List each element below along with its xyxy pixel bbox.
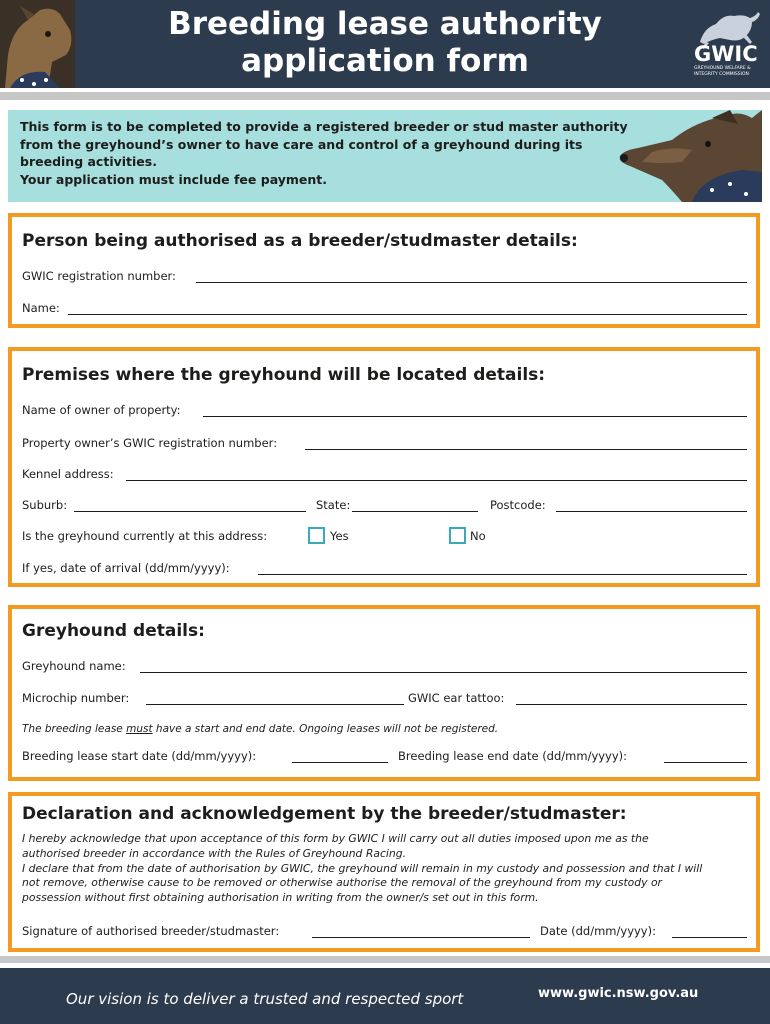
no-label: No: [470, 529, 486, 543]
gwic-registration-field[interactable]: [196, 282, 747, 283]
form-title: [130, 6, 640, 80]
footer-stripe: [0, 956, 770, 963]
section-title: Premises where the greyhound will be located details:: [22, 365, 546, 385]
intro-panel: [8, 110, 762, 202]
declaration-line: authorised breeder in accordance with the Rules of Greyhound Racing.: [22, 846, 407, 860]
field-label: Breeding lease start date (dd/mm/yyyy):: [22, 749, 257, 763]
no-checkbox[interactable]: [449, 527, 466, 544]
owner-gwic-row: [22, 436, 747, 454]
lease-start-date-field[interactable]: [292, 762, 388, 763]
section-title: Declaration and acknowledgement by the breeder/studmaster:: [22, 804, 627, 824]
field-label: Postcode:: [490, 498, 546, 512]
declaration-line: possession without first obtaining authorisation in writing from the owner/s set out in this form.: [22, 891, 539, 905]
owner-gwic-registration-field[interactable]: [305, 449, 747, 450]
intro-line-3: breeding activities.: [20, 154, 157, 169]
declaration-line: not remove, otherwise cause to be removed or otherwise authorise the removal of the greyhound from my custody or: [22, 876, 662, 890]
field-label: Suburb:: [22, 498, 68, 512]
field-label: Date (dd/mm/yyyy):: [540, 924, 656, 938]
suburb-state-postcode-row: [22, 498, 747, 516]
breeder-details-section: [8, 213, 760, 328]
title-line-2: application form: [241, 43, 529, 79]
declaration-line: I hereby acknowledge that upon acceptance of this form by GWIC I will carry out all duties imposed upon me as the: [22, 832, 649, 845]
field-label: Breeding lease end date (dd/mm/yyyy):: [398, 749, 628, 763]
current-address-row: [22, 529, 747, 547]
yes-label: Yes: [330, 529, 349, 543]
field-label: If yes, date of arrival (dd/mm/yyyy):: [22, 561, 230, 575]
signature-date-field[interactable]: [672, 937, 747, 938]
greyhound-name-row: [22, 659, 747, 677]
postcode-field[interactable]: [556, 511, 747, 512]
field-label: GWIC registration number:: [22, 269, 176, 283]
field-label: Greyhound name:: [22, 659, 126, 673]
microchip-tattoo-row: [22, 691, 747, 709]
arrival-date-row: [22, 561, 747, 579]
kennel-address-row: [22, 467, 747, 485]
logo-text: GWIC: [694, 42, 758, 66]
name-row: [22, 301, 747, 319]
field-label: Kennel address:: [22, 467, 114, 481]
note-text: The breeding lease: [22, 723, 127, 735]
intro-line-1: This form is to be completed to provide a registered breeder or stud master authority: [20, 119, 628, 134]
vision-statement: Our vision is to deliver a trusted and respected sport: [66, 990, 464, 1008]
field-label: GWIC ear tattoo:: [408, 691, 505, 705]
declaration-section: [8, 792, 760, 952]
logo-subtitle: GREYHOUND WELFARE & INTEGRITY COMMISSION: [694, 66, 751, 77]
section-title: Greyhound details:: [22, 621, 205, 641]
field-label: State:: [316, 498, 351, 512]
lease-end-date-field[interactable]: [664, 762, 747, 763]
greyhound-photo-icon: [0, 0, 75, 88]
lease-dates-row: [22, 749, 747, 767]
field-label: Is the greyhound currently at this address:: [22, 529, 268, 543]
field-label: Microchip number:: [22, 691, 130, 705]
footer-banner: [0, 968, 770, 1024]
intro-line-2: from the greyhound’s owner to have care and control of a greyhound during its: [20, 136, 583, 152]
field-label: Signature of authorised breeder/studmaster:: [22, 924, 280, 938]
field-label: Property owner’s GWIC registration number:: [22, 436, 278, 450]
breeder-name-field[interactable]: [68, 314, 747, 315]
signature-row: [22, 924, 747, 942]
section-title: Person being authorised as a breeder/studmaster details:: [22, 231, 578, 251]
website-link[interactable]: www.gwic.nsw.gov.au: [538, 986, 699, 1001]
kennel-address-field[interactable]: [126, 480, 747, 481]
owner-name-row: [22, 403, 747, 421]
greyhound-head-photo-icon: [612, 110, 762, 202]
ear-tattoo-field[interactable]: [516, 704, 747, 705]
gwic-registration-row: [22, 269, 747, 287]
arrival-date-field[interactable]: [258, 574, 747, 575]
declaration-line: I declare that from the date of authorisation by GWIC, the greyhound will remain in my custody and possession and that I will: [22, 861, 703, 875]
greyhound-details-section: [8, 605, 760, 781]
header-banner: [0, 0, 770, 88]
premises-details-section: [8, 347, 760, 587]
yes-checkbox[interactable]: [308, 527, 325, 544]
intro-line-4: Your application must include fee payment.: [20, 171, 328, 187]
suburb-field[interactable]: [74, 511, 306, 512]
field-label: Name of owner of property:: [22, 403, 181, 417]
header-stripe: [0, 92, 770, 100]
greyhound-name-field[interactable]: [140, 672, 747, 673]
signature-field[interactable]: [312, 937, 530, 938]
declaration-text: [22, 832, 742, 906]
microchip-number-field[interactable]: [146, 704, 404, 705]
property-owner-name-field[interactable]: [203, 416, 747, 417]
note-text: have a start and end date. Ongoing leases will not be registered.: [152, 723, 499, 735]
lease-note: [22, 723, 498, 735]
state-field[interactable]: [352, 511, 478, 512]
title-line-1: Breeding lease authority: [168, 6, 602, 42]
note-emphasis: must: [126, 723, 153, 735]
intro-text: [20, 118, 630, 188]
field-label: Name:: [22, 301, 60, 315]
